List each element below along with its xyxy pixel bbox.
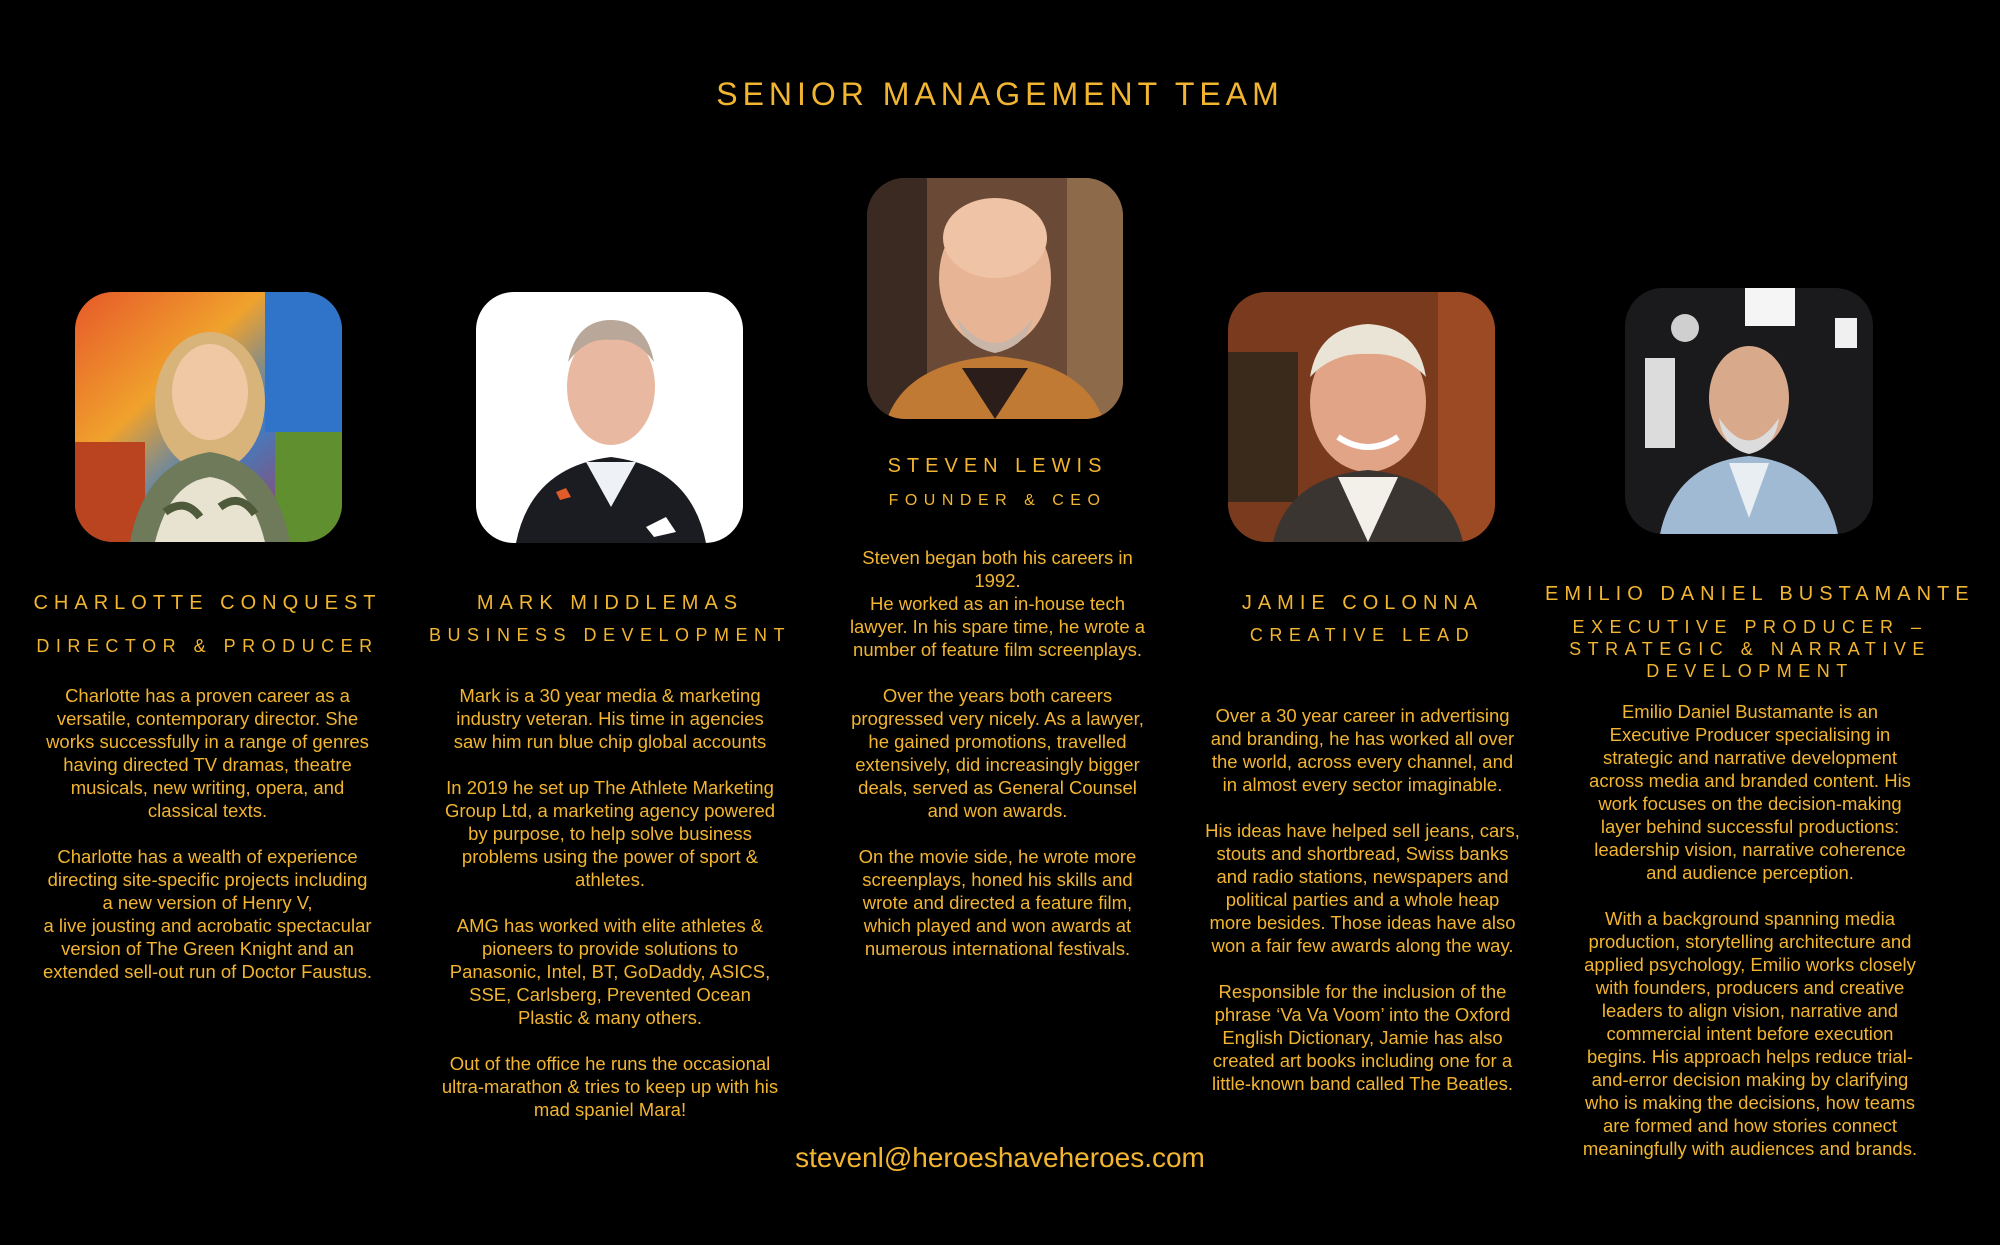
member-role: FOUNDER & CEO [888,492,1107,509]
jamie-photo [1228,292,1495,542]
member-name: EMILIO DANIEL BUSTAMANTE [1545,583,1975,605]
member-role: EXECUTIVE PRODUCER – STRATEGIC & NARRATIVE DEVELOPMENT [1569,617,1931,681]
member-bio: Over a 30 year career in advertising and branding, he has worked all over the world, across every channel, and in almost every sector imaginable. His ideas have helped sell jeans, cars, stouts and shortbread, Swiss banks and radio stations, newspapers and political parties and a whole heap more besides. Those ideas have also won a fair few awards along the way. Responsible for the inclusion of the phrase ‘Va Va Voom’ into the Oxford English Dictionary, Jamie has also created art books including one for a little-known band called The Beatles. [1205,705,1520,1094]
member-name: MARK MIDDLEMAS [476,592,744,614]
member-bio: Steven began both his careers in 1992. He worked as an in-house tech lawyer. In his spare time, he wrote a number of feature film screenplays. Over the years both careers progressed very nicely. As a lawyer, he gained promotions, travelled extensively, did increasingly bigger deals, served as General Counsel and won awards. On the movie side, he wrote more screenplays, honed his skills and wrote and directed a feature film, which played and won awards at numerous international festivals. [849,547,1146,959]
emilio-photo [1625,288,1873,534]
steven-photo [867,178,1123,419]
member-role: DIRECTOR & PRODUCER [36,636,379,656]
member-bio: Charlotte has a proven career as a versatile, contemporary director. She works successfully in a range of genres having directed TV dramas, theatre musicals, new writing, opera, and classical texts. Charlotte has a wealth of experience directing site-specific projects including a new version of Henry V, a live jousting and acrobatic spectacular version of The Green Knight and an extended sell-out run of Doctor Faustus. [42,685,373,982]
contact-email-link[interactable]: stevenl@heroeshaveheroes.com [795,1142,1205,1173]
member-name: CHARLOTTE CONQUEST [33,592,382,614]
member-name: JAMIE COLONNA [1241,592,1484,614]
member-name: STEVEN LEWIS [887,455,1108,477]
team-member-charlotte [20,0,395,1245]
team-member-emilio [1545,0,1975,1245]
team-member-mark [420,0,800,1245]
member-role: BUSINESS DEVELOPMENT [428,625,792,645]
mark-photo [476,292,743,543]
member-bio: Emilio Daniel Bustamante is an Executive Producer specialising in strategic and narrative development across media and branded content. His work focuses on the decision-making layer behind successful productions: leadership vision, narrative coherence and audience perception. With a background spanning media production, storytelling architecture and applied psychology, Emilio works closely with founders, producers and creative leaders to align vision, narrative and commercial intent before execution begins. His approach helps reduce trial- and-error decision making by clarifying who is making the decisions, how teams are formed and how stories connect meaningfully with audiences and brands. [1582,701,1918,1159]
member-role: CREATIVE LEAD [1249,625,1476,645]
member-bio: Mark is a 30 year media & marketing industry veteran. His time in agencies saw him run blue chip global accounts In 2019 he set up The Athlete Marketing Group Ltd, a marketing agency powered by purpose, to help solve business problems using the power of sport & athletes. AMG has worked with elite athletes & pioneers to provide solutions to Panasonic, Intel, BT, GoDaddy, ASICS, SSE, Carlsberg, Prevented Ocean Plastic & many others. Out of the office he runs the occasional ultra-marathon & tries to keep up with his mad spaniel Mara! [441,685,779,1120]
team-member-jamie [1200,0,1525,1245]
charlotte-photo [75,292,342,542]
team-member-steven [815,0,1180,1245]
page-title: SENIOR MANAGEMENT TEAM [716,76,1284,112]
